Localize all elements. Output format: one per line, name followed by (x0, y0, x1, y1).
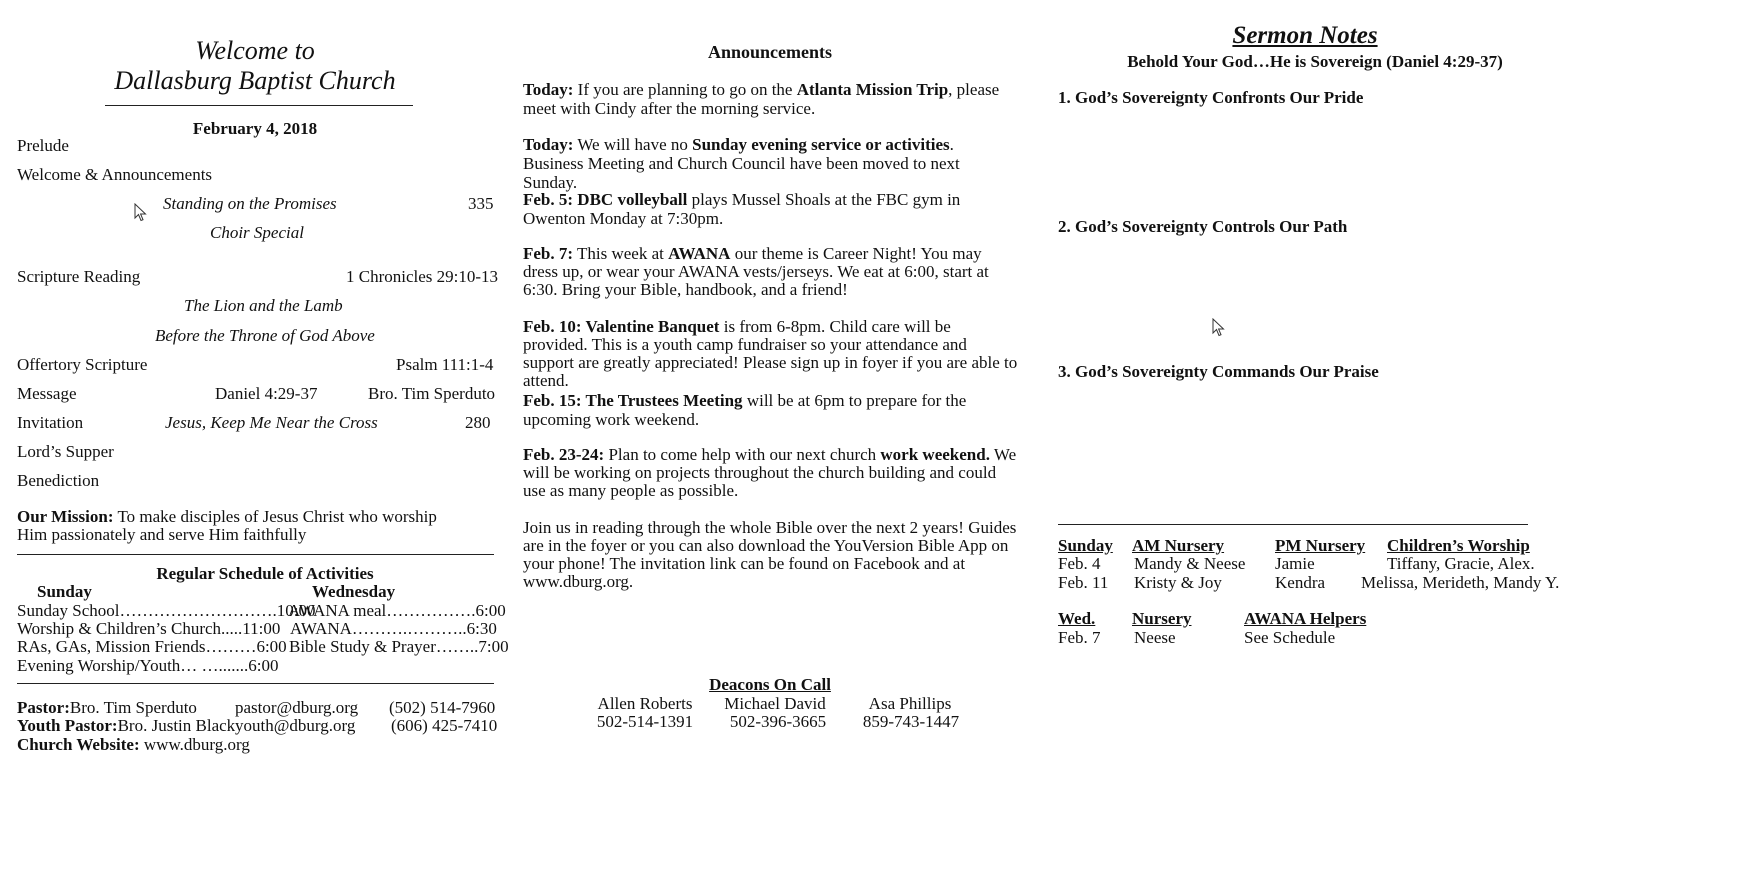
order-song2: The Lion and the Lamb (184, 296, 343, 315)
order-invitation-song: Jesus, Keep Me Near the Cross (165, 413, 378, 432)
order-choir: Choir Special (210, 223, 304, 242)
wed-table-cell: Feb. 7 (1058, 628, 1101, 647)
announcement-text: We will be working on projects throughout the church building and could use as many people as possible. (523, 445, 1017, 500)
sunday-table-header: PM Nursery (1275, 536, 1366, 555)
schedule-sunday-item: Evening Worship/Youth… ….......6:00 (17, 656, 279, 675)
youth-pastor-email[interactable]: youth@dburg.org (235, 716, 356, 735)
wed-table-header: Nursery (1132, 609, 1192, 628)
order-lords-supper: Lord’s Supper (17, 442, 114, 461)
sunday-table-cell: Feb. 4 (1058, 554, 1101, 573)
deacon-name: Michael David (724, 694, 826, 713)
announcement-text: will be at 6pm to prepare for the upcoming work weekend. (523, 391, 967, 429)
deacon-phone: 502-396-3665 (729, 712, 827, 731)
sermon-point: 3. God’s Sovereignty Commands Our Praise (1058, 362, 1379, 381)
announcement-item (523, 391, 1018, 429)
schedule-sunday-item: Worship & Children’s Church.....11:00 (17, 619, 281, 638)
mission-text: To make disciples of Jesus Christ who worship Him passionately and serve Him faithfully (17, 507, 437, 544)
announcement-text: our theme is Career Night! You may dress up, or wear your AWANA vests/jerseys. We eat at 6:00, start at 6:30. Bring your Bible, handbook, and a friend! (523, 244, 989, 299)
mouse-pointer-icon (1212, 318, 1226, 338)
youth-pastor-phone: (606) 425-7410 (391, 716, 498, 735)
announcement-highlight: work weekend. (880, 445, 990, 464)
order-message-speaker: Bro. Tim Sperduto (368, 384, 496, 403)
schedule-sunday-heading: Sunday (37, 582, 92, 601)
order-benediction: Benediction (17, 471, 100, 490)
youth-pastor-line (17, 716, 235, 736)
contacts-divider (17, 683, 494, 684)
schedule-wednesday-heading: Wednesday (312, 582, 396, 601)
announcement-text: Plan to come help with our next church (604, 445, 881, 464)
mission-label: Our Mission: (17, 507, 114, 526)
order-scripture-label: Scripture Reading (17, 267, 141, 286)
announcement-text: . Business Meeting and Church Council have been moved to next Sunday. (523, 135, 960, 192)
order-hymn1-title: Standing on the Promises (163, 194, 337, 213)
deacon-name: Asa Phillips (868, 694, 952, 713)
pastor-phone: (502) 514-7960 (389, 698, 496, 717)
order-offertory-label: Offertory Scripture (17, 355, 148, 374)
welcome-title-line2: Dallasburg Baptist Church (114, 66, 396, 95)
order-message-ref: Daniel 4:29-37 (215, 384, 318, 403)
announcement-highlight: AWANA (668, 244, 731, 263)
order-invitation-label: Invitation (17, 413, 84, 432)
sunday-table-header: Sunday (1058, 536, 1113, 555)
announcement-item (523, 80, 1018, 118)
announcement-item (523, 318, 1018, 390)
pastor-line (17, 698, 197, 718)
order-hymn1-number: 335 (468, 194, 494, 213)
wed-table-cell: See Schedule (1244, 628, 1336, 647)
sunday-table-cell: Kristy & Joy (1134, 573, 1222, 592)
sunday-table-cell: Melissa, Merideth, Mandy Y. (1361, 573, 1560, 592)
order-prelude: Prelude (17, 136, 69, 155)
pastor-name: Bro. Tim Sperduto (69, 698, 197, 717)
youth-pastor-label: Youth Pastor: (17, 716, 118, 735)
announcement-text: If you are planning to go on the (573, 80, 797, 99)
announcement-lead: Feb. 23-24: (523, 445, 605, 464)
announcement-highlight: Sunday evening service or activities (692, 135, 950, 154)
website-url[interactable]: www.dburg.org (139, 735, 250, 754)
order-message-label: Message (17, 384, 77, 403)
deacon-name: Allen Roberts (597, 694, 693, 713)
service-date: February 4, 2018 (192, 119, 318, 138)
order-offertory-ref: Psalm 111:1-4 (396, 355, 494, 374)
deacon-phone: 502-514-1391 (596, 712, 694, 731)
announcement-text: We will have no (573, 135, 693, 154)
announcement-item (523, 190, 1018, 228)
mouse-pointer-icon (134, 203, 148, 223)
wed-table-header: AWANA Helpers (1244, 609, 1367, 628)
schedule-wednesday-item: AWANA meal…………….6:00 (288, 601, 506, 620)
announcement-item (523, 446, 1018, 500)
title-divider (105, 105, 413, 106)
announcement-lead: Feb. 15: The Trustees Meeting (523, 391, 743, 410)
sunday-table-header: AM Nursery (1132, 536, 1225, 555)
announcement-text: plays Mussel Shoals at the FBC gym in Owenton Monday at 7:30pm. (523, 190, 961, 228)
schedule-sunday-item: Sunday School……………………….10:00 (17, 601, 316, 620)
deacon-phone: 859-743-1447 (862, 712, 960, 731)
sermon-notes-heading: Sermon Notes (1232, 22, 1378, 49)
website-line (17, 735, 250, 755)
schedule-title: Regular Schedule of Activities (156, 564, 374, 583)
announcement-item (523, 245, 1018, 299)
announcement-lead: Feb. 5: DBC volleyball (523, 190, 688, 209)
bible-reading-note: Join us in reading through the whole Bible over the next 2 years! Guides are in the foyer or you can also download the YouVersion Bible App on your phone! The invitation link can be found on Facebook and at www.dburg.org. (523, 518, 1017, 591)
sunday-table-cell: Kendra (1275, 573, 1326, 592)
sermon-point: 2. God’s Sovereignty Controls Our Path (1058, 217, 1348, 236)
sunday-table-cell: Feb. 11 (1058, 573, 1109, 592)
welcome-title-line1: Welcome to (195, 36, 315, 65)
sunday-table-header: Children’s Worship (1387, 536, 1530, 555)
order-invitation-number: 280 (465, 413, 491, 432)
order-welcome: Welcome & Announcements (17, 165, 213, 184)
sunday-table-cell: Jamie (1275, 554, 1315, 573)
announcement-lead: Feb. 10: Valentine Banquet (523, 317, 720, 336)
announcement-lead: Feb. 7: (523, 244, 574, 263)
order-song3: Before the Throne of God Above (155, 326, 375, 345)
announcement-text: , please meet with Cindy after the morning service. (523, 80, 1000, 118)
announcement-highlight: Atlanta Mission Trip (796, 80, 949, 99)
schedule-wednesday-item: AWANA……….………..6:30 (290, 619, 497, 638)
sermon-point: 1. God’s Sovereignty Confronts Our Pride (1058, 88, 1364, 107)
pastor-label: Pastor: (17, 698, 70, 717)
announcements-heading: Announcements (707, 42, 832, 62)
announcement-lead: Today: (523, 80, 574, 99)
volunteer-divider (1058, 524, 1528, 525)
sermon-subtitle: Behold Your God…He is Sovereign (Daniel 4:29-37) (1127, 52, 1503, 71)
schedule-top-divider (17, 554, 494, 555)
sunday-table-cell: Tiffany, Gracie, Alex. (1387, 554, 1535, 573)
schedule-sunday-item: RAs, GAs, Mission Friends………6:00 (17, 637, 287, 656)
deacons-title: Deacons On Call (709, 675, 831, 694)
mission-statement (17, 508, 457, 544)
announcement-text: is from 6-8pm. Child care will be provided. This is a youth camp fundraiser so your attendance and support are greatly appreciated! Please sign up in foyer if you are able to attend. (523, 317, 1018, 390)
schedule-wednesday-item: Bible Study & Prayer……..7:00 (289, 637, 509, 656)
order-scripture-ref: 1 Chronicles 29:10-13 (346, 267, 499, 286)
pastor-email[interactable]: pastor@dburg.org (235, 698, 359, 717)
announcement-lead: Today: (523, 135, 574, 154)
sunday-table-cell: Mandy & Neese (1134, 554, 1246, 573)
wed-table-header: Wed. (1058, 609, 1096, 628)
youth-pastor-name: Bro. Justin Black (117, 716, 236, 735)
wed-table-cell: Neese (1134, 628, 1176, 647)
announcement-text: This week at (573, 244, 669, 263)
website-label: Church Website: (17, 735, 140, 754)
announcement-item (523, 135, 1018, 192)
